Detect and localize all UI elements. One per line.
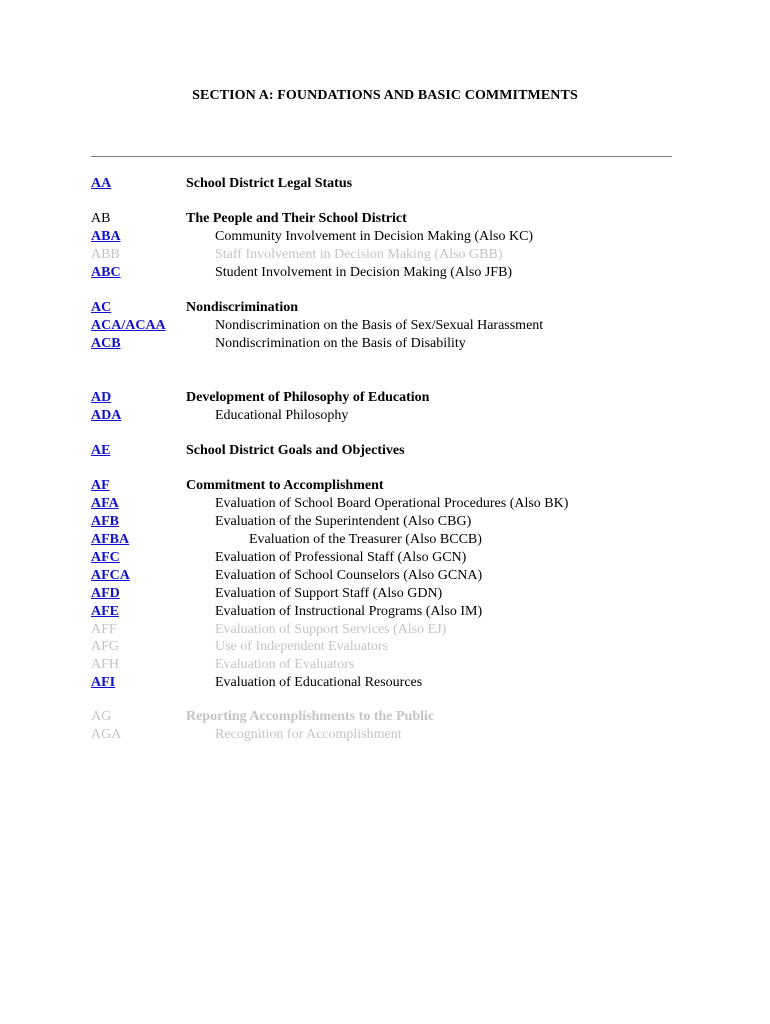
policy-title: Staff Involvement in Decision Making (Also GBB) [215, 247, 503, 262]
policy-title: Evaluation of Evaluators [215, 657, 355, 672]
policy-title: Evaluation of the Superintendent (Also CBG) [215, 514, 472, 529]
policy-row [0, 638, 770, 656]
policy-row [0, 726, 770, 744]
policy-row [0, 531, 770, 549]
policy-row [0, 477, 770, 495]
policy-row [0, 335, 770, 353]
policy-title: Community Involvement in Decision Making (Also KC) [215, 229, 534, 244]
policy-code-link[interactable]: AF [91, 478, 110, 493]
divider-rule [91, 156, 672, 157]
policy-title: Evaluation of the Treasurer (Also BCCB) [249, 532, 482, 547]
policy-title: Student Involvement in Decision Making (Also JFB) [215, 265, 513, 280]
policy-row [0, 708, 770, 726]
policy-row [0, 442, 770, 460]
policy-row [0, 210, 770, 228]
policy-heading: School District Goals and Objectives [186, 443, 405, 458]
policy-title: Use of Independent Evaluators [215, 639, 388, 654]
policy-row [0, 407, 770, 425]
policy-row [0, 264, 770, 282]
policy-code-link[interactable]: ABC [91, 265, 121, 280]
policy-row [0, 299, 770, 317]
policy-code-link[interactable]: AFI [91, 675, 116, 690]
policy-title: Educational Philosophy [215, 408, 349, 423]
policy-title: Nondiscrimination on the Basis of Disability [215, 336, 466, 351]
policy-title: Evaluation of Professional Staff (Also GCN) [215, 550, 467, 565]
policy-code-link[interactable]: ACB [91, 336, 121, 351]
policy-code: ABB [91, 247, 120, 262]
policy-code-link[interactable]: AFC [91, 550, 120, 565]
policy-code: AFF [91, 622, 117, 637]
policy-title: Evaluation of Instructional Programs (Also IM) [215, 604, 483, 619]
policy-row [0, 549, 770, 567]
policy-row [0, 585, 770, 603]
policy-code-link[interactable]: AC [91, 300, 112, 315]
policy-code-link[interactable]: AFCA [91, 568, 130, 583]
section-title: SECTION A: FOUNDATIONS AND BASIC COMMITMENTS [192, 88, 578, 103]
policy-row [0, 656, 770, 674]
policy-code: AB [91, 211, 111, 226]
policy-title: Evaluation of School Board Operational Procedures (Also BK) [215, 496, 569, 511]
policy-code-link[interactable]: AFE [91, 604, 119, 619]
policy-row [0, 567, 770, 585]
policy-row [0, 246, 770, 264]
policy-row [0, 495, 770, 513]
policy-row [0, 389, 770, 407]
policy-title: Evaluation of Educational Resources [215, 675, 423, 690]
policy-heading: Nondiscrimination [186, 300, 299, 315]
policy-code-link[interactable]: AFBA [91, 532, 130, 547]
policy-row [0, 513, 770, 531]
policy-code-link[interactable]: AFD [91, 586, 120, 601]
policy-code-link[interactable]: AA [91, 176, 112, 191]
policy-code-link[interactable]: ADA [91, 408, 122, 423]
policy-heading: Commitment to Accomplishment [186, 478, 384, 493]
policy-title: Recognition for Accomplishment [215, 727, 402, 742]
policy-code-link[interactable]: ABA [91, 229, 121, 244]
policy-heading: Reporting Accomplishments to the Public [186, 709, 435, 724]
policy-row [0, 317, 770, 335]
policy-title: Evaluation of School Counselors (Also GCNA) [215, 568, 483, 583]
policy-code-link[interactable]: ACA/ACAA [91, 318, 166, 333]
policy-code-link[interactable]: AFB [91, 514, 119, 529]
policy-heading: School District Legal Status [186, 176, 353, 191]
policy-title: Nondiscrimination on the Basis of Sex/Sexual Harassment [215, 318, 544, 333]
policy-title: Evaluation of Support Services (Also EJ) [215, 622, 447, 637]
policy-heading: The People and Their School District [186, 211, 407, 226]
policy-row [0, 621, 770, 639]
policy-code: AFG [91, 639, 120, 654]
policy-code: AFH [91, 657, 120, 672]
policy-title: Evaluation of Support Staff (Also GDN) [215, 586, 443, 601]
policy-row [0, 228, 770, 246]
policy-row [0, 674, 770, 692]
policy-code-link[interactable]: AD [91, 390, 112, 405]
policy-code-link[interactable]: AE [91, 443, 111, 458]
policy-code: AG [91, 709, 112, 724]
policy-code: AGA [91, 727, 122, 742]
policy-row [0, 603, 770, 621]
policy-row [0, 175, 770, 193]
policy-heading: Development of Philosophy of Education [186, 390, 430, 405]
policy-code-link[interactable]: AFA [91, 496, 119, 511]
